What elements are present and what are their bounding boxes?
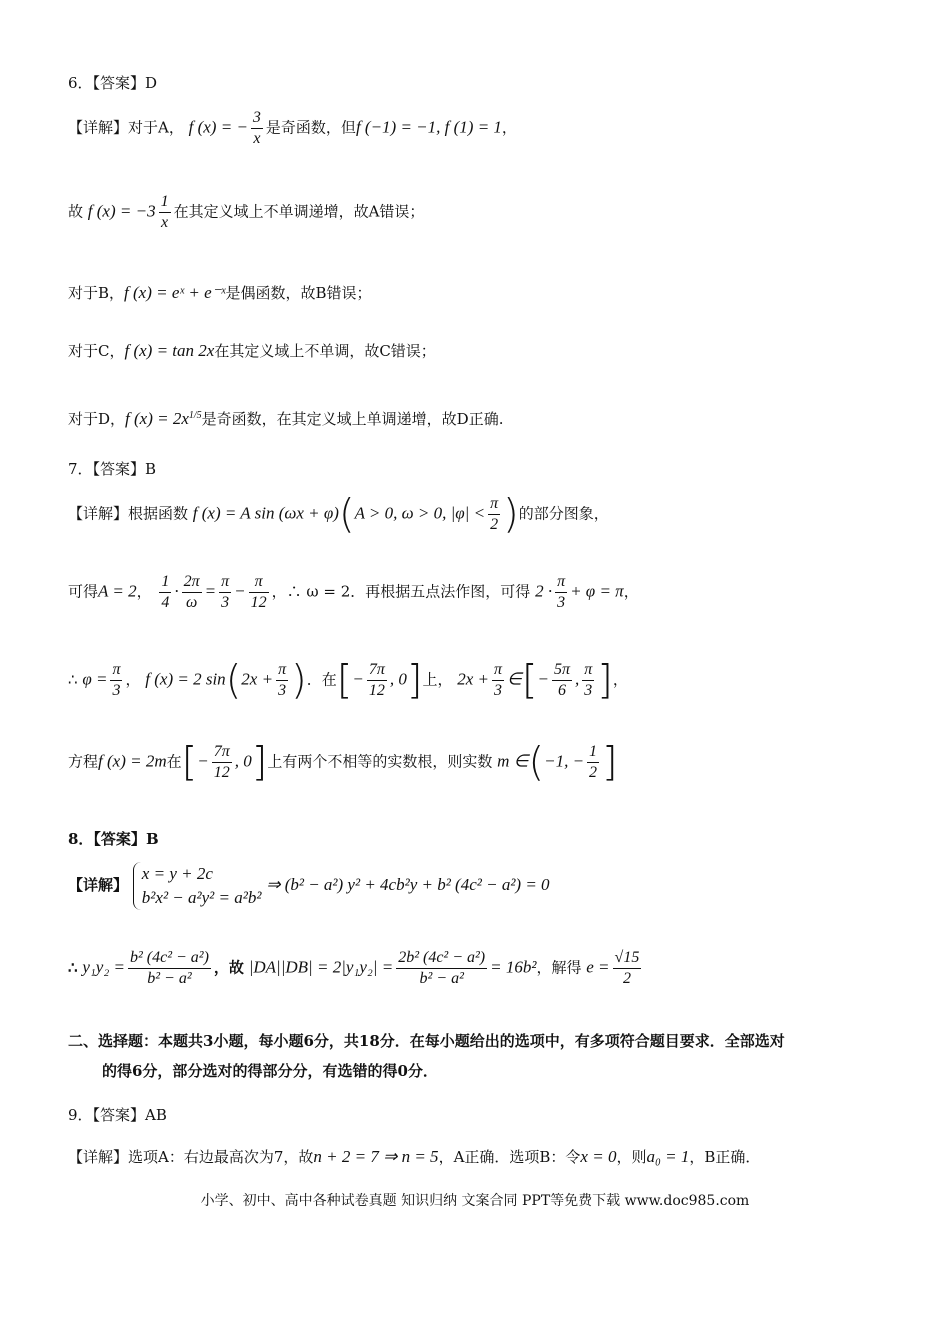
q9-line-1: 【详解】选项A：右边最高次为7，故n + 2 = 7 ⇒ n = 5，A正确．选项B：令x = 0，则a₀ = 1，B正确．	[68, 1147, 761, 1166]
q7-line-2: 可得A = 2， $\frac{1}{4}$ · $\frac{2\pi}{\omega}$ = $\frac{\pi}{3}$ − $\frac{\pi}{12}$ ，∴ ω = 2．再根据五点法作图，可得 2 · $\frac{\pi}{3}$ + φ = π，	[68, 573, 639, 611]
q7-line-4: 方程f (x) = 2m在[− $\frac{7\pi}{12}$ , 0]上有两个不相等的实数根，则实数 m ∈(−1, − $\frac{1}{2}$ ]	[68, 739, 618, 786]
answer-heading-7: 7．【答案】B	[68, 460, 157, 478]
section-2-heading: 二、选择题：本题共3小题，每小题6分，共18分．在每小题给出的选项中，有多项符合题目要求．全部选对 的得6分，部分选对的得部分分，有选错的得0分．	[68, 1032, 785, 1080]
answer-heading-8: 8．【答案】B	[68, 830, 159, 848]
page-footer: 小学、初中、高中各种试卷真题 知识归纳 文案合同 PPT等免费下载 www.doc985.com	[200, 1193, 750, 1209]
answer-heading-9: 9．【答案】AB	[68, 1106, 167, 1124]
equation-system: x = y + 2c b²x² − a²y² = a²b²	[133, 862, 262, 910]
q6-line-2: 故 f (x) = −3 $\frac{1}{x}$ 在其定义域上不单调递增，故A错误；	[68, 193, 425, 231]
q7-line-3: ∴ φ = $\frac{\pi}{3}$ ， f (x) = 2 sin(2x + $\frac{\pi}{3}$ )．在[− $\frac{7\pi}{12}$ , 0]上， 2x + $\frac{\pi}{3}$ ∈[− $\frac{5\pi}{6}$ , $\frac{\pi}{3}$ ]，	[68, 657, 628, 704]
q8-line-2: ∴ y₁y₂ = $\frac{\text{b² (4c² − a²)}}{\text{b² − a²}}$ ，故 |DA||DB| = 2|y₁y₂| = $\frac{\text{2b² (4c² − a²)}}{\text{b² − a²}}$ = 16b²，解得 e = $\frac{√15}{2}$	[68, 949, 640, 987]
q6-line-4: 对于C，f (x) = tan 2x在其定义域上不单调，故C错误；	[68, 341, 436, 360]
q7-line-1: 【详解】根据函数 f (x) = A sin (ωx + φ)(A > 0, ω > 0, |φ| < $\frac{\pi}{2}$ )的部分图象，	[68, 491, 609, 538]
q6-line-3: 对于B，f (x) = eˣ + e⁻ˣ是偶函数，故B错误；	[68, 283, 372, 302]
answer-heading-6: 6．【答案】D	[68, 74, 158, 92]
q6-line-1: 【详解】对于A， f (x) = − $\frac{3}{x}$ 是奇函数，但f (−1) = −1, f (1) = 1，	[68, 109, 517, 147]
q8-line-1: 【详解】 x = y + 2c b²x² − a²y² = a²b² ⇒ (b² − a²) y² + 4cb²y + b² (4c² − a²) = 0	[68, 862, 550, 910]
q6-line-5: 对于D，f $(x) = 2x^{1/5}$是奇函数，在其定义域上单调递增，故D正确.	[68, 409, 504, 428]
